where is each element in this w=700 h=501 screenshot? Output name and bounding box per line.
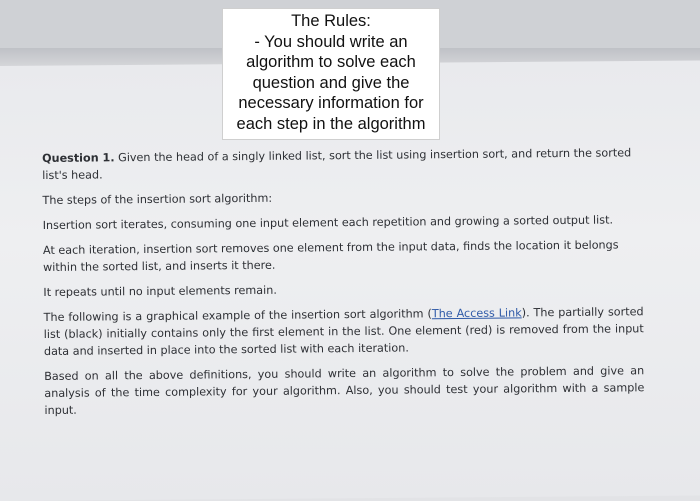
question-text-continued: list's head. — [42, 168, 103, 182]
question-text: Given the head of a singly linked list, sort the list using insertion sort, and return the sorted — [114, 146, 632, 165]
rules-line: algorithm to solve each — [246, 53, 416, 71]
question-statement — [42, 144, 642, 184]
paragraph-repeats: It repeats until no input elements remain. — [43, 283, 277, 299]
rules-line: each step in the algorithm — [236, 114, 426, 133]
paragraph-text: The following is a graphical example of the insertion sort algorithm ( — [43, 307, 432, 324]
paragraph-each-iteration — [43, 236, 643, 276]
paragraph-graphical-example — [44, 303, 644, 360]
rules-title: The Rules: — [291, 12, 371, 30]
paragraph-based-on-definitions: Based on all the above definitions, you should write an algorithm to solve the problem and give an analysis of the time complexity for your algorithm. Also, you should test your algorithm with a sample input. — [44, 364, 645, 417]
paragraph-iterates: Insertion sort iterates, consuming one input element each repetition and growing a sorted output list. — [42, 213, 614, 232]
question-label: Question 1. — [42, 151, 115, 165]
rules-line: necessary information for — [238, 94, 424, 112]
rules-caption-box — [222, 8, 440, 140]
access-link[interactable]: The Access Link — [431, 306, 522, 321]
question-content — [42, 144, 645, 419]
paragraph-line: within the sorted list, and inserts it there. — [43, 258, 276, 274]
steps-heading: The steps of the insertion sort algorithm: — [42, 191, 273, 207]
rules-line: - You should write an — [254, 32, 408, 51]
rules-line: question and give the — [252, 73, 410, 92]
paragraph-text: ). The partially sorted list (black) initially contains only the first element in the list. One element (red) is removed from the input data and inserted in place into the sorted list with each iteration. — [43, 305, 644, 358]
paragraph-line: At each iteration, insertion sort removes one element from the input data, finds the location it belongs — [42, 238, 619, 257]
